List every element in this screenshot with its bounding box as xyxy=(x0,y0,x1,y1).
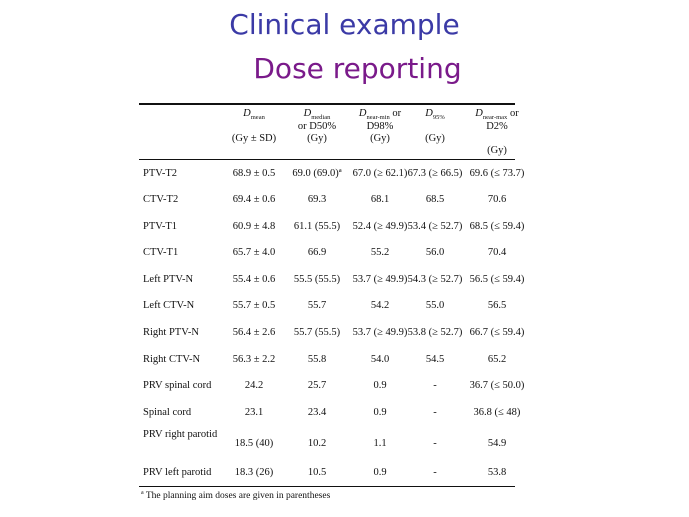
table-cell: 18.5 (40) xyxy=(234,438,274,450)
table-cell: 53.7 (≥ 49.9) xyxy=(352,273,408,285)
dose-tail: or xyxy=(389,107,402,119)
table-cell: 65.2 xyxy=(487,353,507,365)
dose-symbol: D xyxy=(425,107,433,119)
table-header xyxy=(139,105,519,159)
slide-title: Clinical example xyxy=(229,8,460,41)
dose-subscript: near-max xyxy=(482,113,508,121)
column-header-unit: (Gy) xyxy=(307,132,327,144)
table-cell: 67.0 (≥ 62.1) xyxy=(352,167,408,179)
table-cell: 54.2 xyxy=(370,300,390,312)
table-cell: 55.4 ± 0.6 xyxy=(232,273,276,285)
table-cell: 53.8 xyxy=(487,467,507,479)
table-bottom-rule xyxy=(139,486,515,487)
table-cell: 53.7 (≥ 49.9) xyxy=(352,327,408,339)
column-header-line2: or D50% xyxy=(297,120,337,132)
table-cell: 70.4 xyxy=(487,247,507,259)
table-cell: 53.8 (≥ 52.7) xyxy=(407,327,463,339)
table-cell: 55.7 xyxy=(307,300,327,312)
table-cell: 23.4 xyxy=(307,406,327,418)
row-label: Right CTV-N xyxy=(143,353,201,365)
column-header-symbol xyxy=(465,108,529,133)
dose-subscript: mean xyxy=(250,113,265,121)
table-cell: 56.5 (≤ 59.4) xyxy=(469,273,525,285)
table-cell: 18.3 (26) xyxy=(234,467,274,479)
column-header-line2 xyxy=(405,121,465,133)
table-cell: 61.1 (55.5) xyxy=(293,220,341,232)
footnote-marker: a xyxy=(141,490,144,497)
row-label: Right PTV-N xyxy=(143,327,199,339)
table-cell: 54.5 xyxy=(425,353,445,365)
row-label: CTV-T2 xyxy=(143,194,179,206)
row-label: Left CTV-N xyxy=(143,300,195,312)
table-cell: 56.4 ± 2.6 xyxy=(232,327,276,339)
table-cell: - xyxy=(433,406,437,418)
table-cell: - xyxy=(433,467,437,479)
column-header-2 xyxy=(289,108,345,145)
table-cell: 56.5 xyxy=(487,300,507,312)
slide-subtitle: Dose reporting xyxy=(253,52,462,85)
table-cell: 54.9 xyxy=(487,438,507,450)
table-cell: 69.0 (69.0)ª xyxy=(292,167,342,179)
table-row xyxy=(139,266,525,293)
table-footnote xyxy=(139,490,515,501)
table-cell: 69.3 xyxy=(307,194,327,206)
table-cell: 54.0 xyxy=(370,353,390,365)
table-cell: 68.9 ± 0.5 xyxy=(232,167,276,179)
row-label: Spinal cord xyxy=(143,406,192,418)
table-cell: 55.8 xyxy=(307,353,327,365)
table-cell: 23.1 xyxy=(244,406,264,418)
table-cell: 55.2 xyxy=(370,247,390,259)
dose-subscript: near-min xyxy=(366,113,390,121)
table-cell: 68.5 (≤ 59.4) xyxy=(469,220,525,232)
dose-subscript: median xyxy=(311,113,331,121)
table-row xyxy=(139,346,515,373)
dose-symbol: D xyxy=(303,107,312,119)
table-cell: 55.0 xyxy=(425,300,445,312)
table-cell: 56.0 xyxy=(425,247,445,259)
dose-subscript: 95% xyxy=(432,113,445,121)
column-header-4 xyxy=(405,108,465,145)
column-header-symbol xyxy=(221,108,287,121)
table-cell: 36.8 (≤ 48) xyxy=(473,406,521,418)
table-row xyxy=(139,425,515,459)
table-cell: 55.7 ± 0.5 xyxy=(232,300,276,312)
column-header-unit: (Gy ± SD) xyxy=(231,132,277,144)
column-header-unit: (Gy) xyxy=(370,132,390,144)
table-body xyxy=(139,160,525,487)
table-cell: 70.6 xyxy=(487,194,507,206)
table-row xyxy=(139,239,515,266)
table-cell: 66.7 (≤ 59.4) xyxy=(469,327,525,339)
table-cell: 1.1 xyxy=(373,438,387,450)
table-cell: - xyxy=(433,380,437,392)
table-cell: - xyxy=(433,438,437,450)
table-cell: 55.5 (55.5) xyxy=(293,273,341,285)
table-cell: 52.4 (≥ 49.9) xyxy=(352,220,408,232)
column-header-line2 xyxy=(221,121,287,133)
row-label: CTV-T1 xyxy=(143,247,179,259)
table-cell: 54.3 (≥ 52.7) xyxy=(407,273,463,285)
table-cell: 66.9 xyxy=(307,247,327,259)
row-label: PRV spinal cord xyxy=(143,380,212,392)
row-label: PTV-T2 xyxy=(143,167,178,179)
dose-symbol: D xyxy=(475,107,483,119)
footnote-text: The planning aim doses are given in parentheses xyxy=(143,491,331,502)
table-cell: 55.7 (55.5) xyxy=(293,327,341,339)
table-row xyxy=(139,213,525,240)
table-cell: 53.4 (≥ 52.7) xyxy=(407,220,463,232)
table-cell: 65.7 ± 4.0 xyxy=(232,247,276,259)
table-row xyxy=(139,186,515,213)
table-cell: 10.2 xyxy=(307,438,327,450)
table-cell: 0.9 xyxy=(373,380,387,392)
table-cell: 56.3 ± 2.2 xyxy=(232,353,276,365)
row-label: PRV left parotid xyxy=(143,467,212,479)
column-header-5 xyxy=(465,108,529,157)
table-cell: 68.1 xyxy=(370,194,390,206)
column-header-symbol xyxy=(289,108,345,121)
dose-tail: or D2% xyxy=(486,107,519,132)
table-row xyxy=(139,372,525,399)
table-cell: 69.4 ± 0.6 xyxy=(232,194,276,206)
column-header-1 xyxy=(221,108,287,145)
table-cell: 0.9 xyxy=(373,406,387,418)
row-label: PRV right parotid xyxy=(143,429,218,441)
table-cell: 24.2 xyxy=(244,380,264,392)
column-header-line2: D98% xyxy=(366,120,394,132)
table-row xyxy=(139,292,515,319)
table-row xyxy=(139,459,515,486)
table-row xyxy=(139,319,525,346)
column-header-unit: (Gy) xyxy=(425,132,445,144)
table-cell: 60.9 ± 4.8 xyxy=(232,220,276,232)
dose-symbol: D xyxy=(358,107,367,119)
table-row xyxy=(139,399,521,426)
table-row xyxy=(139,160,525,187)
dose-symbol: D xyxy=(243,107,251,119)
table-cell: 69.6 (≤ 73.7) xyxy=(469,167,525,179)
row-label: PTV-T1 xyxy=(143,220,178,232)
column-header-symbol xyxy=(405,108,465,121)
column-header-unit: (Gy) xyxy=(487,144,507,156)
row-label: Left PTV-N xyxy=(143,273,194,285)
table-cell: 67.3 (≥ 66.5) xyxy=(407,167,463,179)
column-header-line2 xyxy=(465,133,529,145)
table-cell: 10.5 xyxy=(307,467,327,479)
table-cell: 25.7 xyxy=(307,380,327,392)
table-cell: 36.7 (≤ 50.0) xyxy=(469,380,525,392)
dose-table xyxy=(139,103,525,502)
table-cell: 68.5 xyxy=(425,194,445,206)
table-cell: 0.9 xyxy=(373,467,387,479)
